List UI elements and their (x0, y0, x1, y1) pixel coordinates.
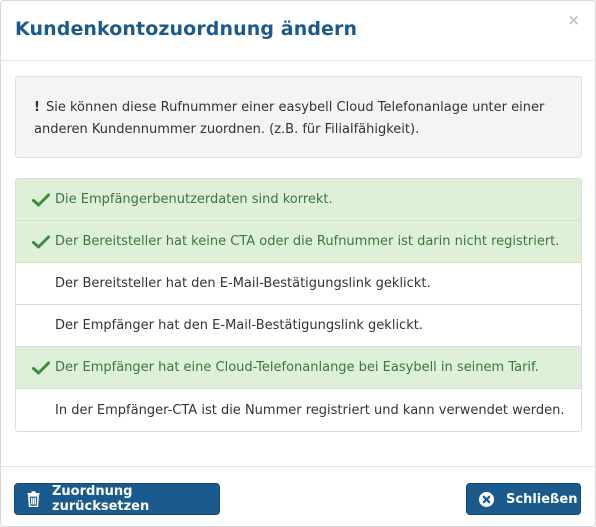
check-icon (32, 361, 50, 375)
checklist-item (16, 179, 581, 221)
modal-title: Kundenkontozuordnung ändern (15, 18, 358, 40)
modal-header (1, 1, 595, 61)
checklist-item-label: In der Empfänger-CTA ist die Nummer registriert und kann verwendet werden. (55, 402, 565, 418)
checklist-item-label: Die Empfängerbenutzerdaten sind korrekt. (55, 192, 333, 207)
checklist (15, 178, 582, 432)
close-icon[interactable]: × (567, 11, 580, 29)
checklist-item-label: Der Bereitsteller hat keine CTA oder die Rufnummer ist darin nicht registriert. (55, 234, 560, 249)
close-button[interactable] (466, 483, 581, 515)
checklist-item (16, 305, 581, 347)
checklist-item (16, 221, 581, 263)
checklist-item-label: Der Empfänger hat eine Cloud-Telefonanlange bei Easybell in seinem Tarif. (55, 360, 539, 375)
close-circle-icon (479, 492, 494, 507)
checklist-item-label: Der Empfänger hat den E-Mail-Bestätigungslink geklickt. (55, 318, 423, 333)
checklist-item-label: Der Bereitsteller hat den E-Mail-Bestätigungslink geklickt. (55, 276, 431, 291)
check-icon (32, 193, 50, 207)
info-text: Sie können diese Rufnummer einer easybell Cloud Telefonanlage unter einer anderen Kundennummer zuordnen. (z.B. für Filialfähigkeit). (34, 100, 545, 137)
checklist-item (16, 347, 581, 389)
reset-assignment-label: Zuordnung zurücksetzen (52, 484, 150, 514)
info-alert (15, 76, 582, 158)
trash-icon (27, 491, 40, 507)
check-icon (32, 235, 50, 249)
checklist-item (16, 389, 581, 431)
exclamation-icon: ! (34, 100, 40, 115)
modal-footer (1, 466, 595, 526)
reset-assignment-button[interactable] (14, 483, 220, 515)
checklist-item (16, 263, 581, 305)
close-button-label: Schließen (506, 491, 578, 507)
